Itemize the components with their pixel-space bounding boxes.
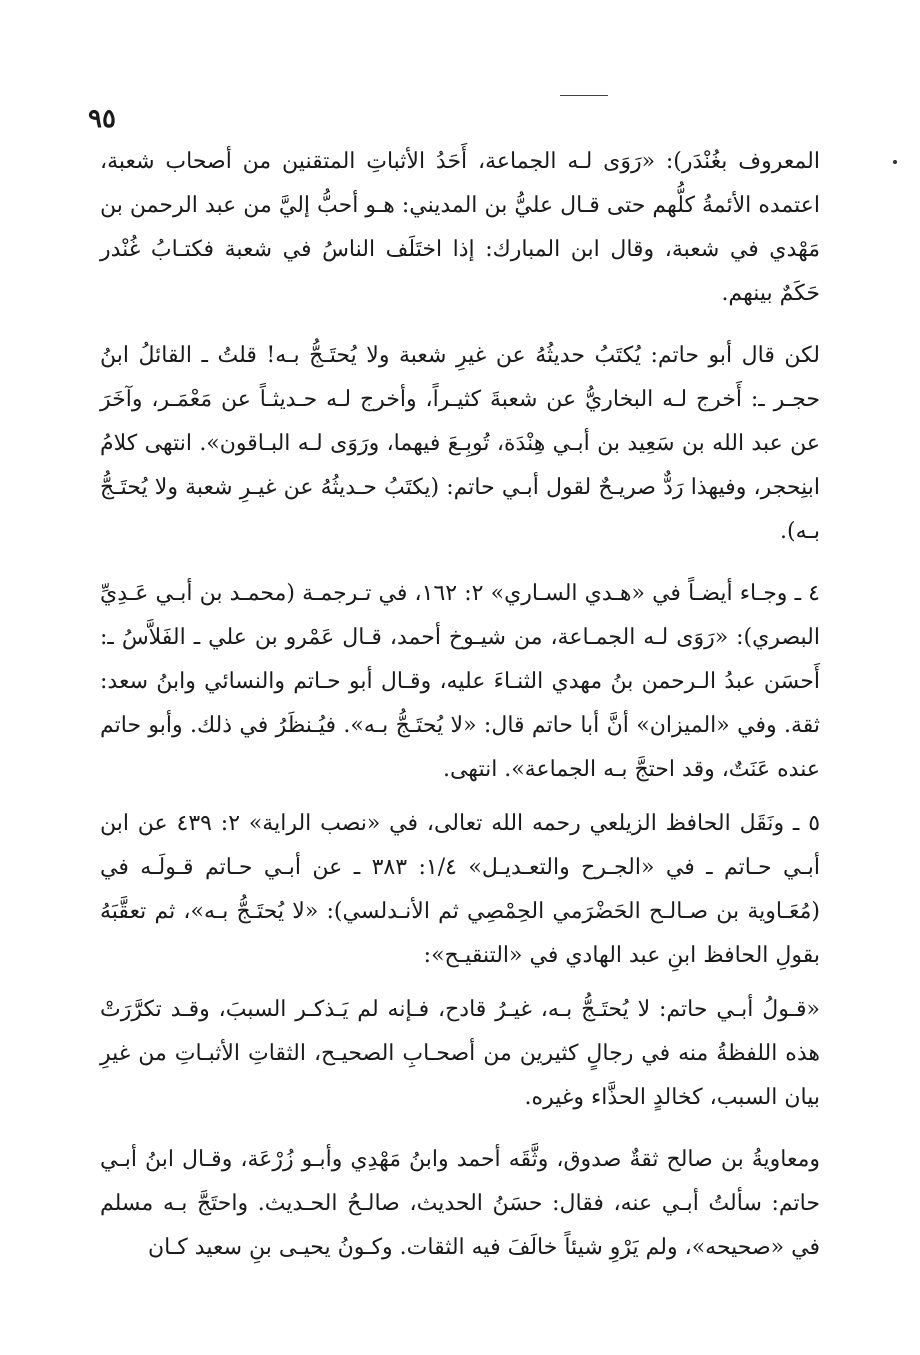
paragraph-ghundar: المعروف بغُنْدَر): «رَوَى لـه الجماعة، أَحَدُ الأثباتِ المتقنين من أصحاب شعبة، اعتمده الأئمةُ كلُّهم حتى قـال عليُّ بن المديني: هـو أحبُّ إليَّ من عبد الرحمن بن مَهْدي في شعبة، وقال ابن المبارك: إذا اختَلَف الناسُ في شعبة فكتـابُ غُنْدر حَكَمٌ بينهم.	[100, 149, 820, 306]
paragraph-item-5: ٥ ـ ونَقَل الحافظ الزيلعي رحمه الله تعالى، في «نصب الراية» ٢: ٤٣٩ عن ابن أبـي حـاتم ـ في «الجـرح والتعـديـل» ١/٤: ٣٨٣ ـ عن أبـي حـاتم قـولَـه في (مُعَـاوية بن صـالـح الحَضْرَمي الحِمْصِي ثم الأنـدلسي): «لا يُحتَـجُّ بـه»، ثم تعقَّبَهُ بقولِ الحافظ ابنِ عبد الهادي في «التنقيـح»:	[100, 811, 821, 968]
page-body	[100, 140, 820, 1270]
paragraph-item-4: ٤ ـ وجـاء أيضـاً في «هـدي السـاري» ٢: ١٦٢، في تـرجمـة (محمـد بن أبـي عَـدِيِّ البصري): «رَوَى لـه الجمـاعة، من شيـوخ أحمد، قـال عَمْرو بن علي ـ الفَلاَّسُ ـ: أَحسَن عبدُ الـرحمن بنُ مهدي الثنـاءَ عليه، وقـال أبو حـاتم والنسائي وابنُ سعد: ثقة. وفي «الميزان» أنَّ أبا حاتم قال: «لا يُحتَـجُّ بـه». فيُـنظَرُ في ذلك. وأبو حاتم عنده عَنَتٌ، وقد احتجَّ بـه الجماعة». انتهى.	[100, 581, 820, 782]
page-number: ٩٥	[88, 104, 116, 134]
paragraph-abu-hatim-comment: لكن قال أبو حاتم: يُكتَبُ حديثُهُ عن غيرِ شعبة ولا يُحتَـجُّ بـه! قلتُ ـ القائلُ ابنُ حجـر ـ: أَخرج لـه البخاريُّ عن شعبةَ كثيـراً، وأخرج لـه حـديثـاً عن مَعْمَـر، وآخَرَ عن عبد الله بن سَعِيد بن أبـي هِنْدَة، تُوبِـعَ فيهما، ورَوَى لـه البـاقون». انتهى كلامُ ابنِحجر، وفيهذا رَدٌّ صريـحٌ لقول أبـي حاتم: (يكتَبُ حـديثُهُ عن غيـرِ شعبة ولا يُحتَـجُّ بـه).	[100, 343, 820, 544]
header-rule	[560, 95, 608, 96]
paragraph-muawiya: ومعاويةُ بن صالح ثقةٌ صدوق، وثَّقَه أحمد وابنُ مَهْدِي وأبـو زُرْعَة، وقـال ابنُ أبـي حاتم: سألتُ أبـي عنه، فقال: حسَنُ الحديث، صالـحُ الحـديث. واحتَجَّ بـه مسلم في «صحيحه»، ولم يَرْوِ شيئاً خالَفَ فيه الثقات. وكـونُ يحيـى بنِ سعيد كـان	[100, 1147, 820, 1260]
paragraph-quote: «قـولُ أبـي حاتم: لا يُحتَـجُّ بـه، غيـرُ قادح، فـإنه لم يَـذكـر السببَ، وقـد تكرَّرَتْ هذه اللفظةُ منه في رجالٍ كثيرين من أصحـابِ الصحيـح، الثقاتِ الأثبـاتِ من غيرِ بيان السبب، كخالدٍ الحذَّاء وغيره.	[100, 997, 820, 1110]
margin-mark	[893, 160, 897, 164]
